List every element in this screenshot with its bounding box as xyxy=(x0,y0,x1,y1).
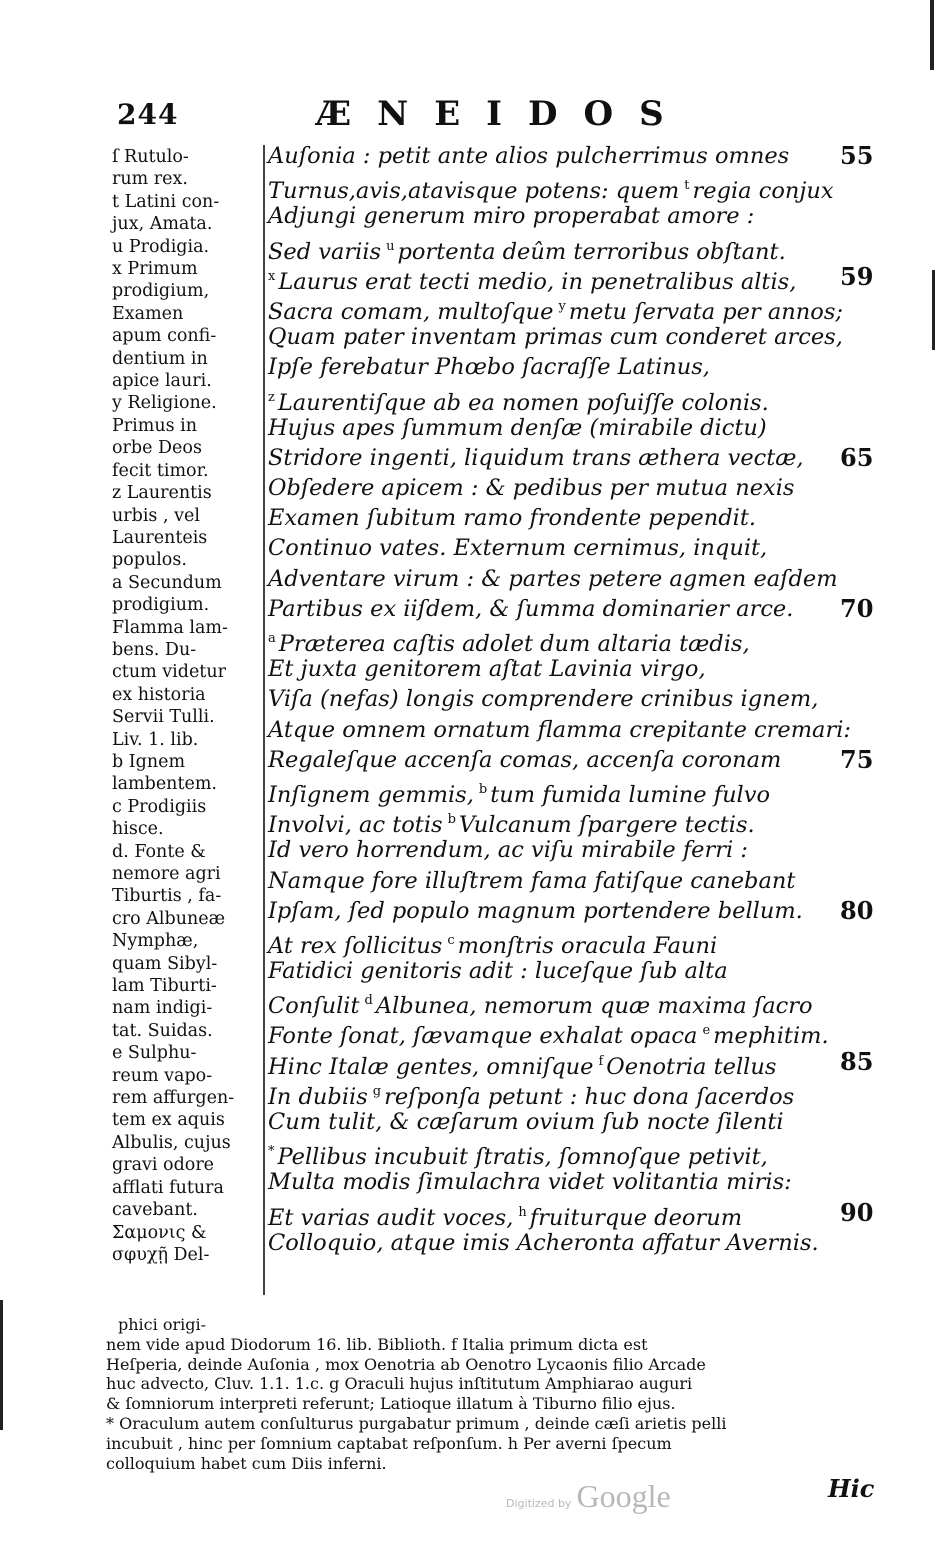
footnote-line: phici origi- xyxy=(118,1315,206,1334)
verse-text: Sacra comam, multoſque xyxy=(268,298,554,325)
gloss-line: lambentem. xyxy=(112,774,217,795)
verse-line xyxy=(268,261,888,295)
verse-line xyxy=(268,503,888,533)
verse-line xyxy=(268,413,888,443)
verse-text: Præterea caſtis adolet dum altaria tædis, xyxy=(278,631,750,657)
gloss-line: x Primum xyxy=(112,259,198,280)
gloss-line: urbis , vel xyxy=(112,505,200,526)
line-number: 85 xyxy=(840,1046,874,1076)
gloss-line: cavebant. xyxy=(112,1200,198,1221)
verse-text: In dubiis xyxy=(268,1083,368,1110)
verse-text-continued: reſponſa petunt : huc dona ſacerdos xyxy=(384,1083,795,1110)
verse-text: Laurus erat tecti medio, in penetralibus altis, xyxy=(278,268,797,295)
footnote-line: * Oraculum autem conſulturus purgabatur primum , deinde cæſi arietis pelli xyxy=(106,1413,727,1433)
gloss-line: c Prodigiis xyxy=(112,796,207,817)
gloss-line: bens. Du- xyxy=(112,639,197,660)
verse-text: Pellibus incubuit ſtratis, ſomnoſque petivit, xyxy=(277,1144,768,1171)
verse-text: Adjungi generum miro properabat amore : xyxy=(268,203,755,230)
gloss-line: y Religione. xyxy=(112,393,217,414)
gloss-line: e Sulphu- xyxy=(112,1043,197,1064)
verse-text: Atque omnem ornatum flamma crepitante cremari: xyxy=(268,716,852,743)
verse-text: Ipſe ferebatur Phœbo ſacraſſe Latinus, xyxy=(268,354,710,381)
verse-line xyxy=(268,624,888,657)
gloss-line: gravi odore xyxy=(112,1155,215,1176)
verse-line xyxy=(268,835,888,865)
verse-note-marker: y xyxy=(558,298,566,314)
verse-line xyxy=(268,201,888,231)
verse-line xyxy=(268,654,888,684)
verse-note-marker: b xyxy=(478,781,488,797)
verse-line xyxy=(268,232,888,265)
verse-line xyxy=(268,443,888,473)
verse-note-marker: h xyxy=(518,1204,527,1220)
footnote-line: nem vide apud Diodorum 16. lib. Biblioth. f Italia primum dicta est xyxy=(106,1334,648,1354)
verse-text-continued: tum fumida lumine fulvo xyxy=(490,781,771,808)
gloss-line: u Prodigia. xyxy=(112,236,210,257)
gloss-line: jux, Amata. xyxy=(112,214,213,235)
verse-text: Fonte ſonat, ſævamque exhalat opaca xyxy=(268,1023,698,1050)
watermark-prefix: Digitized by xyxy=(506,1497,572,1510)
gloss-line: nemore agri xyxy=(112,864,221,884)
verse-line xyxy=(268,171,888,205)
verse-text: Regaleſque accenſa comas, accenſa coronam xyxy=(268,746,782,773)
verse-text: Adventare virum : & partes petere agmen eaſdem xyxy=(268,565,838,592)
page-edge-mark xyxy=(932,270,935,350)
verse-line xyxy=(268,926,888,959)
verse-text: Cum tulit, & cæſarum ovium ſub nocte ſilenti xyxy=(268,1109,784,1135)
page-number: 244 xyxy=(117,98,179,131)
verse-note-marker: e xyxy=(702,1023,711,1039)
verse-line xyxy=(268,1228,888,1258)
gloss-line: populos. xyxy=(112,550,187,571)
verse-line xyxy=(268,533,888,563)
verse-line xyxy=(268,1016,888,1050)
gloss-line: Albulis, cujus xyxy=(112,1132,231,1153)
verse-text-continued: monſtris oracula Fauni xyxy=(457,932,718,959)
gloss-line: Flamma lam- xyxy=(112,617,228,638)
gloss-line: ex historia xyxy=(112,684,206,705)
verse-text: Viſa (nefas) longis comprendere crinibus ignem, xyxy=(268,686,819,713)
verse-note-marker: z xyxy=(268,389,275,405)
verse-line xyxy=(268,805,888,839)
verse-text: Colloquio, atque imis Acheronta affatur Avernis. xyxy=(268,1229,819,1256)
verse-text: Hujus apes ſummum denſæ (mirabile dictu) xyxy=(268,414,767,441)
line-number: 70 xyxy=(840,593,874,623)
verse-text: Involvi, ac totis xyxy=(268,812,443,839)
verse-line xyxy=(268,141,888,171)
running-title: ÆNEIDOS xyxy=(316,94,690,134)
verse-text-continued: regia conjux xyxy=(692,178,834,205)
verse-note-marker: d xyxy=(364,993,373,1009)
gloss-line: Servii Tulli. xyxy=(112,707,215,728)
gloss-line: Tiburtis , fa- xyxy=(112,886,222,907)
verse-line xyxy=(268,1167,888,1197)
gloss-line: Σαμονις & xyxy=(112,1222,207,1243)
gloss-line: ctum videtur xyxy=(112,662,226,683)
gloss-line: Laurenteis xyxy=(112,527,208,548)
gloss-line: reum vapo- xyxy=(112,1065,213,1086)
verse-text: Ipſam, ſed populo magnum portendere bellum. xyxy=(268,897,803,924)
verse-text: Et juxta genitorem aſtat Lavinia virgo, xyxy=(268,656,706,683)
verse-text: Sed variis xyxy=(268,238,382,265)
gloss-line: rem affurgen- xyxy=(112,1088,235,1109)
line-number: 59 xyxy=(840,261,874,291)
gloss-line: ſ Rutulo- xyxy=(112,147,189,167)
verse-note-marker: c xyxy=(447,932,455,948)
page-edge-mark xyxy=(930,0,934,70)
verse-line xyxy=(268,292,888,325)
gloss-line: afflati futura xyxy=(112,1177,224,1198)
gloss-line: cro Albuneæ xyxy=(112,908,226,929)
verse-line xyxy=(268,1137,888,1171)
verse-line xyxy=(268,564,888,594)
verse-line xyxy=(268,352,888,382)
verse-line xyxy=(268,473,888,503)
verse-note-marker: b xyxy=(447,812,456,828)
verse-text: Auſonia : petit ante alios pulcherrimus omnes xyxy=(268,143,790,169)
verse-text: Examen ſubitum ramo frondente pependit. xyxy=(268,505,757,532)
verse-line xyxy=(268,986,888,1020)
gloss-line: t Latini con- xyxy=(112,191,220,212)
verse-note-marker: x xyxy=(268,268,276,284)
gloss-line: a Secundum xyxy=(112,572,222,593)
gloss-line: Liv. 1. lib. xyxy=(112,729,199,750)
verse-text: Partibus ex iiſdem, & ſumma dominarier arce. xyxy=(268,595,794,622)
verse-text-continued: Albunea, nemorum quæ maxima ſacro xyxy=(375,993,813,1020)
verse-note-marker: a xyxy=(268,631,276,646)
gloss-line: lam Tiburti- xyxy=(112,976,217,997)
verse-line xyxy=(268,684,888,714)
gloss-line: z Laurentis xyxy=(112,483,212,504)
verse-text: Et varias audit voces, xyxy=(268,1204,514,1231)
verse-note-marker: * xyxy=(268,1144,275,1160)
verse-text: Obſedere apicem : & pedibus per mutua nexis xyxy=(268,475,795,502)
gloss-line: d. Fonte & xyxy=(112,841,206,862)
footnote-line: colloquium habet cum Diis inferni. xyxy=(106,1453,387,1473)
verse-block xyxy=(268,141,888,1258)
footnote-line: & ſomniorum interpreti referunt; Latioque illatum à Tiburno filio ejus. xyxy=(106,1394,676,1414)
gloss-line: apice lauri. xyxy=(112,371,212,392)
verse-text: Namque fore illuſtrem fama fatiſque canebant xyxy=(268,867,796,894)
gloss-line: fecit timor. xyxy=(112,460,209,481)
verse-line xyxy=(268,1197,888,1231)
catchword: Hic xyxy=(828,1474,875,1503)
page-edge-mark xyxy=(263,145,265,1295)
footnote-line: huc advecto, Cluv. 1.1. 1.c. g Oraculi hujus inſtitutum Amphiarao auguri xyxy=(106,1374,693,1394)
verse-line xyxy=(268,594,888,624)
verse-line xyxy=(268,1107,888,1137)
verse-line xyxy=(268,745,888,775)
gloss-line: nam indigi- xyxy=(112,998,213,1019)
line-number: 75 xyxy=(840,744,874,774)
verse-text-continued: metu ſervata per annos; xyxy=(568,298,843,325)
verse-text: Fatidici genitoris adit : luceſque ſub alta xyxy=(268,958,728,985)
verse-text-continued: Vulcanum ſpargere tectis. xyxy=(458,812,755,839)
verse-line xyxy=(268,322,888,352)
verse-text: Quam pater inventam primas cum conderet arces, xyxy=(268,324,843,351)
gloss-line: prodigium. xyxy=(112,595,210,616)
verse-note-marker: g xyxy=(372,1083,382,1099)
verse-line xyxy=(268,956,888,986)
verse-text: Laurentiſque ab ea nomen poſuiſſe colonis. xyxy=(277,389,769,416)
gloss-line: apum confi- xyxy=(112,326,217,347)
verse-text: Inſignem gemmis, xyxy=(268,781,474,808)
verse-line xyxy=(268,1046,888,1080)
line-number: 80 xyxy=(840,895,874,925)
line-number: 90 xyxy=(840,1197,874,1227)
verse-line xyxy=(268,896,888,926)
verse-line xyxy=(268,715,888,745)
gloss-line: tem ex aquis xyxy=(112,1110,225,1131)
footnotes xyxy=(106,1315,886,1473)
footnote-line: Heſperia, deinde Auſonia , mox Oenotria ab Oenotro Lycaonis filio Arcade xyxy=(106,1354,706,1374)
gloss-line: dentium in xyxy=(112,348,208,369)
verse-text-continued: Oenotria tellus xyxy=(606,1053,777,1080)
verse-text: Multa modis ſimulachra videt volitantia miris: xyxy=(268,1169,792,1196)
verse-line xyxy=(268,1077,888,1110)
gloss-line: rum rex. xyxy=(112,169,188,190)
gloss-line: Primus in xyxy=(112,415,198,436)
verse-text-continued: mephitim. xyxy=(713,1023,829,1050)
verse-text: At rex ſollicitus xyxy=(268,932,443,959)
verse-line xyxy=(268,866,888,896)
verse-line xyxy=(268,775,888,808)
verse-text: Continuo vates. Externum cernimus, inquit, xyxy=(268,535,768,562)
gloss-line: orbe Deos xyxy=(112,438,202,459)
verse-text: Conſulit xyxy=(268,993,360,1020)
gloss-line: prodigium, xyxy=(112,281,210,302)
footnote-line: incubuit , hinc per ſomnium captabat reſponſum. h Per averni ſpecum xyxy=(106,1433,672,1453)
verse-text: Turnus,avis,atavisque potens: quem xyxy=(268,178,680,205)
gloss-line: quam Sibyl- xyxy=(112,953,218,974)
verse-note-marker: t xyxy=(684,178,690,194)
digitized-watermark xyxy=(506,1478,671,1515)
gloss-line: Nymphæ, xyxy=(112,931,199,952)
gloss-line: tat. Suidas. xyxy=(112,1020,213,1041)
watermark-brand: Google xyxy=(576,1478,671,1514)
gloss-line: b Ignem xyxy=(112,751,186,772)
gloss-line: Examen xyxy=(112,303,184,324)
gloss-line: σφυχῇ Del- xyxy=(112,1244,210,1265)
line-number: 55 xyxy=(840,141,874,170)
verse-note-marker: u xyxy=(386,238,395,254)
line-number: 65 xyxy=(840,442,874,472)
gloss-line: hisce. xyxy=(112,819,164,840)
verse-text: Stridore ingenti, liquidum trans æthera vectæ, xyxy=(268,444,804,471)
verse-text: Hinc Italæ gentes, omniſque xyxy=(268,1053,594,1080)
verse-text-continued: fruiturque deorum xyxy=(529,1204,743,1231)
verse-note-marker: f xyxy=(598,1053,604,1069)
page-edge-mark xyxy=(0,1300,3,1430)
verse-line xyxy=(268,383,888,416)
marginal-glosses xyxy=(112,146,260,1266)
verse-text-continued: portenta deûm terroribus obſtant. xyxy=(397,238,786,265)
verse-text: Id vero horrendum, ac viſu mirabile ferri : xyxy=(268,837,748,864)
